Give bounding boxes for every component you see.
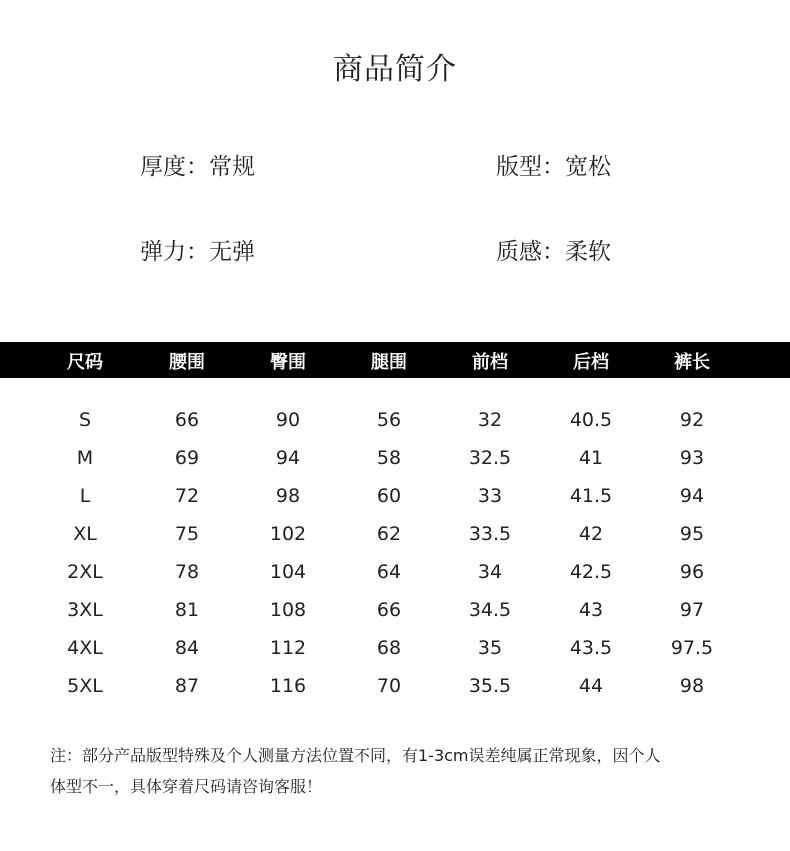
table-cell-col-hip: 112 [269,637,307,659]
table-cell-col-length: 93 [679,447,705,469]
table-cell-col-thigh: 58 [376,447,402,469]
attr-thickness: 厚度：常规 [140,154,255,180]
table-cell-col-length: 95 [679,523,705,545]
table-cell-col-back-rise: 43 [578,599,604,621]
table-cell-col-back-rise: 40.5 [569,409,613,431]
table-cell-col-length: 92 [679,409,705,431]
table-cell-col-waist: 66 [174,409,200,431]
note-line-1: 注：部分产品版型特殊及个人测量方法位置不同，有1-3cm误差纯属正常现象，因个人 [50,746,661,765]
table-row [0,447,790,485]
table-header-col-waist: 腰围 [169,352,205,373]
table-cell-col-size: XL [73,523,97,545]
table-cell-col-front-rise: 34 [477,561,503,583]
table-cell-col-size: 3XL [67,599,103,621]
table-cell-col-waist: 75 [174,523,200,545]
table-cell-col-size: L [79,485,91,507]
table-cell-col-thigh: 60 [376,485,402,507]
table-cell-col-thigh: 62 [376,523,402,545]
table-row [0,523,790,561]
page-title: 商品简介 [333,52,457,87]
note-line-2: 体型不一，具体穿着尺码请咨询客服！ [50,777,323,796]
table-cell-col-thigh: 70 [376,675,402,697]
table-cell-col-hip: 90 [275,409,301,431]
table-header-col-thigh: 腿围 [371,352,407,373]
table-row [0,637,790,675]
table-cell-col-hip: 94 [275,447,301,469]
table-cell-col-back-rise: 41 [578,447,604,469]
table-cell-col-size: 5XL [67,675,103,697]
table-cell-col-length: 98 [679,675,705,697]
size-note [50,740,750,802]
table-cell-col-size: 2XL [67,561,103,583]
table-header-col-length: 裤长 [674,352,710,373]
table-cell-col-back-rise: 43.5 [569,637,613,659]
table-row [0,561,790,599]
table-header-col-front-rise: 前档 [472,352,508,373]
table-cell-col-back-rise: 44 [578,675,604,697]
table-row [0,599,790,637]
attr-fit: 版型：宽松 [496,154,611,180]
table-cell-col-thigh: 64 [376,561,402,583]
table-cell-col-back-rise: 42.5 [569,561,613,583]
table-cell-col-length: 96 [679,561,705,583]
table-header-col-back-rise: 后档 [573,352,609,373]
table-cell-col-hip: 98 [275,485,301,507]
table-cell-col-hip: 104 [269,561,307,583]
table-header-col-size: 尺码 [67,352,103,373]
table-cell-col-waist: 69 [174,447,200,469]
table-cell-col-front-rise: 32 [477,409,503,431]
table-cell-col-waist: 78 [174,561,200,583]
table-cell-col-waist: 72 [174,485,200,507]
table-cell-col-front-rise: 33.5 [468,523,512,545]
table-row [0,409,790,447]
table-cell-col-hip: 102 [269,523,307,545]
table-cell-col-length: 97.5 [670,637,714,659]
size-table-header [0,342,790,378]
table-cell-col-size: M [76,447,94,469]
table-row [0,675,790,713]
table-cell-col-front-rise: 33 [477,485,503,507]
table-cell-col-back-rise: 42 [578,523,604,545]
table-cell-col-size: S [78,409,92,431]
table-row [0,485,790,523]
table-cell-col-front-rise: 34.5 [468,599,512,621]
table-cell-col-front-rise: 35.5 [468,675,512,697]
table-cell-col-size: 4XL [67,637,103,659]
table-header-col-hip: 臀围 [270,352,306,373]
table-cell-col-front-rise: 32.5 [468,447,512,469]
table-cell-col-thigh: 68 [376,637,402,659]
table-cell-col-waist: 87 [174,675,200,697]
table-cell-col-thigh: 66 [376,599,402,621]
table-cell-col-waist: 84 [174,637,200,659]
attr-elasticity: 弹力：无弹 [140,239,255,265]
table-cell-col-length: 94 [679,485,705,507]
table-cell-col-front-rise: 35 [477,637,503,659]
attr-texture: 质感：柔软 [496,239,611,265]
table-cell-col-thigh: 56 [376,409,402,431]
table-cell-col-hip: 116 [269,675,307,697]
table-cell-col-waist: 81 [174,599,200,621]
table-cell-col-hip: 108 [269,599,307,621]
table-cell-col-back-rise: 41.5 [569,485,613,507]
table-cell-col-length: 97 [679,599,705,621]
